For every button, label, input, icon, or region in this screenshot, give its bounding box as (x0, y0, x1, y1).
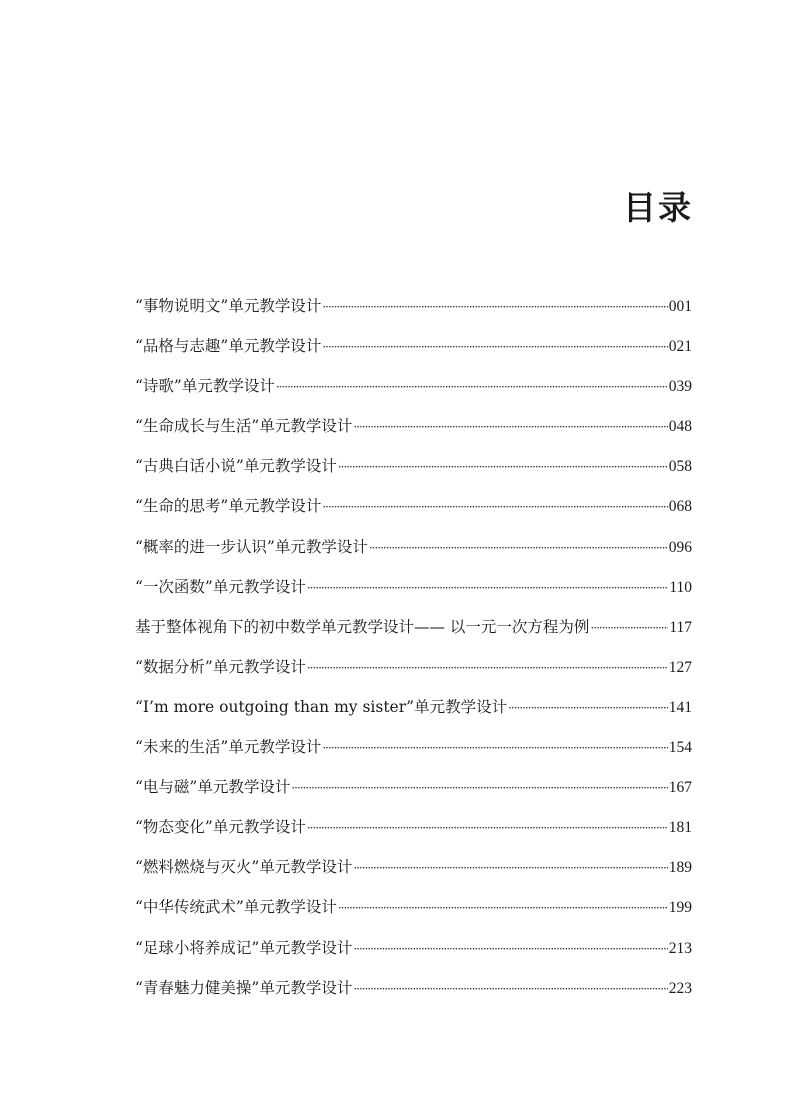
toc-entry-title: “诗歌”单元教学设计 (135, 377, 275, 396)
toc-entry[interactable] (135, 613, 692, 653)
toc-entry[interactable] (135, 452, 692, 492)
dot-leader (353, 935, 667, 963)
toc-entry-title: “电与磁”单元教学设计 (135, 778, 291, 797)
toc-page-number: 127 (668, 658, 692, 676)
dot-leader (307, 814, 668, 842)
toc-page-number: 167 (668, 779, 692, 797)
dot-leader (322, 493, 667, 521)
dot-leader (353, 413, 667, 441)
toc-entry[interactable] (135, 533, 692, 573)
toc-entry-title: “一次函数”单元教学设计 (135, 577, 306, 596)
toc-entry-title: “足球小将养成记”单元教学设计 (135, 938, 353, 957)
toc-entry-title: “品格与志趣”单元教学设计 (135, 337, 322, 356)
toc-page-number: 154 (668, 739, 692, 757)
dot-leader (307, 574, 668, 602)
toc-entry[interactable] (135, 653, 692, 693)
toc-entry[interactable] (135, 974, 692, 1014)
dot-leader (590, 614, 668, 642)
toc-entry[interactable] (135, 893, 692, 933)
toc-entry-title: “古典白话小说”单元教学设计 (135, 457, 337, 476)
toc-entry-title: “I’m more outgoing than my sister”单元教学设计 (135, 697, 508, 716)
toc-entry[interactable] (135, 813, 692, 853)
toc-entry-title: 基于整体视角下的初中数学单元教学设计—— 以一元一次方程为例 (135, 617, 590, 636)
toc-list (135, 292, 692, 1014)
toc-page-number: 213 (668, 939, 692, 957)
toc-entry-title: “青春魅力健美操”单元教学设计 (135, 978, 353, 997)
dot-leader (369, 534, 668, 562)
dot-leader (276, 373, 668, 401)
toc-entry-title: “概率的进一步认识”单元教学设计 (135, 537, 368, 556)
dot-leader (508, 694, 668, 722)
toc-page-number: 096 (668, 538, 692, 556)
toc-entry[interactable] (135, 733, 692, 773)
toc-entry[interactable] (135, 412, 692, 452)
toc-page-number: 189 (668, 859, 692, 877)
toc-page-number: 039 (668, 378, 692, 396)
toc-page-number: 117 (669, 618, 692, 636)
toc-entry[interactable] (135, 573, 692, 613)
toc-entry[interactable] (135, 773, 692, 813)
toc-entry-title: “事物说明文”单元教学设计 (135, 297, 322, 315)
toc-entry[interactable] (135, 934, 692, 974)
toc-entry-title: “物态变化”单元教学设计 (135, 818, 306, 837)
toc-entry-title: “燃料燃烧与灭火”单元教学设计 (135, 858, 353, 877)
toc-page-number: 223 (668, 979, 692, 997)
dot-leader (338, 894, 668, 922)
toc-entry-title: “生命的思考”单元教学设计 (135, 497, 322, 516)
dot-leader (291, 774, 667, 802)
toc-page-number: 199 (668, 899, 692, 917)
toc-entry[interactable] (135, 492, 692, 532)
dot-leader (338, 453, 668, 481)
toc-entry[interactable] (135, 372, 692, 412)
dot-leader (307, 654, 668, 682)
toc-entry[interactable] (135, 693, 692, 733)
toc-page-number: 058 (668, 458, 692, 476)
toc-page-number: 068 (668, 498, 692, 516)
toc-entry-title: “未来的生活”单元教学设计 (135, 738, 322, 757)
toc-page-number: 141 (668, 698, 692, 716)
toc-page-number: 110 (669, 578, 692, 596)
toc-title: 目录 (623, 188, 693, 227)
toc-page-number: 048 (668, 418, 692, 436)
dot-leader (322, 734, 667, 762)
dot-leader (322, 333, 667, 361)
toc-entry-title: “中华传统武术”单元教学设计 (135, 898, 337, 917)
toc-page-number: 181 (668, 819, 692, 837)
toc-entry-title: “生命成长与生活”单元教学设计 (135, 417, 353, 436)
dot-leader (353, 854, 667, 882)
dot-leader (353, 975, 667, 1003)
toc-entry[interactable] (135, 292, 692, 332)
toc-page-number: 001 (668, 298, 692, 315)
dot-leader (322, 293, 667, 321)
toc-entry[interactable] (135, 332, 692, 372)
toc-page-number: 021 (668, 338, 692, 356)
toc-entry-title: “数据分析”单元教学设计 (135, 657, 306, 676)
toc-entry[interactable] (135, 853, 692, 893)
